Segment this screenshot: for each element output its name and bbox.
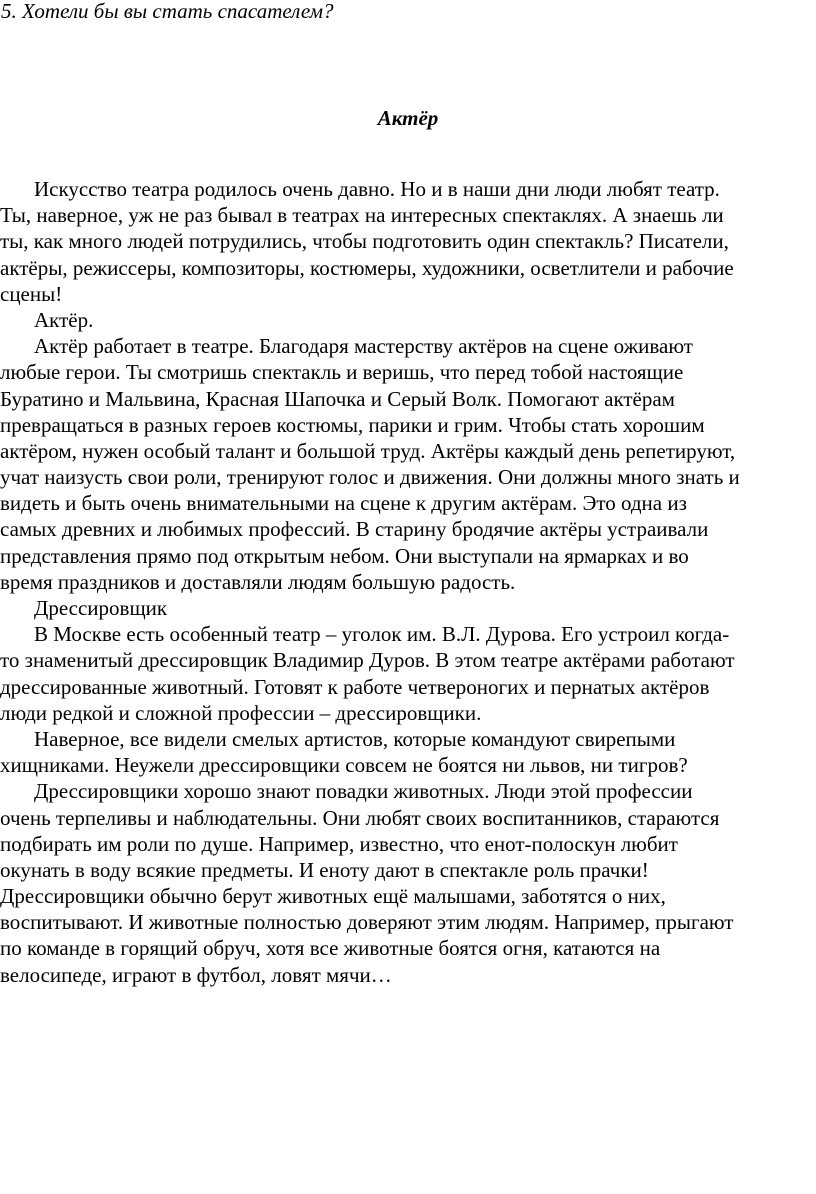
text-line: то знаменитый дрессировщик Владимир Дуров. В этом театре актёрами работают (0, 648, 735, 673)
text-line: люди редкой и сложной профессии – дрессировщики. (0, 700, 482, 725)
body-text (0, 176, 816, 988)
text-line: учат наизусть свои роли, тренируют голос и движения. Они должны много знать и (0, 465, 740, 490)
text-line: Дрессировщик (34, 596, 168, 620)
text-line: Буратино и Мальвина, Красная Шапочка и Серый Волк. Помогают актёрам (0, 386, 675, 411)
text-line: окунать в воду всякие предметы. И еноту дают в спектакле роль прачки! (0, 857, 649, 882)
text-line: Дрессировщики обычно берут животных ещё малышами, заботятся о них, (0, 884, 666, 909)
text-line: очень терпеливы и наблюдательны. Они любят своих воспитанников, стараются (0, 805, 720, 830)
text-line: хищниками. Неужели дрессировщики совсем не боятся ни львов, ни тигров? (0, 753, 688, 778)
text-line: велосипеде, играют в футбол, ловят мячи… (0, 962, 392, 987)
text-line: дрессированные животный. Готовят к работе четвероногих и пернатых актёров (0, 674, 710, 699)
text-line: по команде в горящий обруч, хотя все животные боятся огня, катаются на (0, 936, 661, 961)
text-line: актёры, режиссеры, композиторы, костюмеры, художники, осветлители и рабочие (0, 255, 734, 280)
text-line: Актёр. (34, 307, 94, 332)
text-line: воспитывают. И животные полностью доверяют этим людям. Например, прыгают (0, 910, 734, 935)
text-line: видеть и быть очень внимательными на сцене к другим актёрам. Это одна из (0, 491, 687, 516)
question-line: 5. Хотели бы вы стать спасателем? (1, 0, 334, 23)
text-line: В Москве есть особенный театр – уголок им. В.Л. Дурова. Его устроил когда- (34, 622, 730, 647)
text-line: любые герои. Ты смотришь спектакль и веришь, что перед тобой настоящие (0, 360, 684, 385)
text-line: сцены! (0, 281, 63, 306)
text-line: превращаться в разных героев костюмы, парики и грим. Чтобы стать хорошим (0, 412, 705, 437)
text-line: Наверное, все видели смелых артистов, которые командуют свирепыми (34, 726, 676, 751)
text-line: время праздников и доставляли людям большую радость. (0, 569, 516, 594)
text-line: самых древних и любимых профессий. В старину бродячие актёры устраивали (0, 517, 709, 542)
page-title: Актёр (377, 106, 439, 130)
text-line: Дрессировщики хорошо знают повадки животных. Люди этой профессии (34, 779, 693, 804)
text-line: представления прямо под открытым небом. Они выступали на ярмарках и во (0, 543, 689, 568)
text-line: Актёр работает в театре. Благодаря мастерству актёров на сцене оживают (34, 334, 693, 359)
text-line: ты, как много людей потрудились, чтобы подготовить один спектакль? Писатели, (0, 229, 729, 254)
text-line: Ты, наверное, уж не раз бывал в театрах на интересных спектаклях. А знаешь ли (0, 203, 724, 228)
text-line: Искусство театра родилось очень давно. Но и в наши дни люди любят театр. (34, 177, 720, 201)
text-line: актёром, нужен особый талант и большой труд. Актёры каждый день репетируют, (0, 438, 736, 463)
text-line: подбирать им роли по душе. Например, известно, что енот-полоскун любит (0, 831, 678, 856)
